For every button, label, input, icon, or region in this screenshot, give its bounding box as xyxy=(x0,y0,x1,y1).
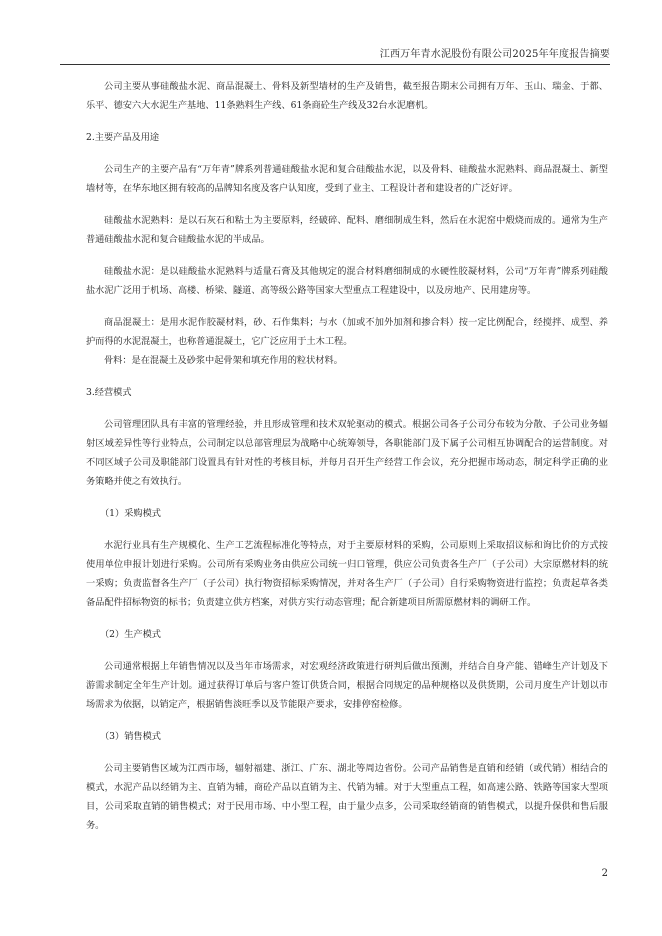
clinker-paragraph: 硅酸盐水泥熟料：是以石灰石和粘土为主要原料，经破碎、配料、磨细制成生料，然后在水泥窑中煅烧而成的。通常为生产普通硅酸盐水泥和复合硅酸盐水泥的半成品。 xyxy=(86,215,608,245)
report-title: 江西万年青水泥股份有限公司2025年年度报告摘要 xyxy=(379,49,610,60)
subheading-procurement: （1）采购模式 xyxy=(100,508,161,519)
section-heading-business-model: 3.经营模式 xyxy=(86,387,132,398)
cement-paragraph: 硅酸盐水泥：是以硅酸盐水泥熟料与适量石膏及其他规定的混合材料磨细制成的水硬性胶凝材料，公司“万年青”牌系列硅酸盐水泥广泛用于机场、高楼、桥梁、隧道、高等级公路等国家大型重点工程建设中，以及房地产、民用建房等。 xyxy=(86,266,608,296)
document-body xyxy=(86,77,608,835)
page-number: 2 xyxy=(601,868,608,879)
section-heading-products: 2.主要产品及用途 xyxy=(86,132,160,143)
subheading-sales: （3）销售模式 xyxy=(100,731,161,742)
aggregate-paragraph: 骨料：是在混凝土及砂浆中起骨架和填充作用的粒状材料。 xyxy=(104,355,343,366)
sales-paragraph: 公司主要销售区域为江西市场，辐射福建、浙江、广东、湖北等周边省份。公司产品销售是直销和经销（或代销）相结合的模式，水泥产品以经销为主、直销为辅，商砼产品以直销为主、代销为辅。对于大型重点工程，如高速公路、铁路等国家大型项目，公司采取直销的销售模式；对于民用市场、中小型工程，由于量少点多，公司采取经销商的销售模式，以提升保供和售后服务。 xyxy=(86,763,608,831)
procurement-paragraph: 水泥行业具有生产规模化、生产工艺流程标准化等特点，对于主要原材料的采购，公司原则上采取招议标和询比价的方式按使用单位申报计划进行采购。公司所有采购业务由供应公司统一归口管理，供应公司负责各生产厂（子公司）大宗原燃材料的统一采购；负责监督各生产厂（子公司）执行物资招标采购情况，并对各生产厂（子公司）自行采购物资进行监控；负责起草各类备品配件招标物资的标书；负责建立供方档案，对供方实行动态管理；配合新建项目所需原燃材料的调研工作。 xyxy=(86,540,608,608)
subheading-production: （2）生产模式 xyxy=(100,629,161,640)
page-header xyxy=(60,0,610,65)
production-paragraph: 公司通常根据上年销售情况以及当年市场需求，对宏观经济政策进行研判后做出预测，并结合自身产能、错峰生产计划及下游需求制定全年生产计划。通过获得订单后与客户签订供货合同，根据合同规定的品种规格以及供货期，公司月度生产计划以市场需求为依据，以销定产，根据销售淡旺季以及节能限产要求，安排停窑检修。 xyxy=(86,661,608,710)
products-overview-paragraph: 公司生产的主要产品有“万年青”牌系列普通硅酸盐水泥和复合硅酸盐水泥，以及骨料、硅酸盐水泥熟料、商品混凝土、新型墙材等，在华东地区拥有较高的品牌知名度及客户认知度，受到了业主、工程设计者和建设者的广泛好评。 xyxy=(86,164,608,194)
concrete-paragraph: 商品混凝土：是用水泥作胶凝材料，砂、石作集料；与水（加或不加外加剂和掺合料）按一定比例配合，经搅拌、成型、养护而得的水泥混凝土，也称普通混凝土，它广泛应用于土木工程。 xyxy=(86,317,608,347)
intro-paragraph: 公司主要从事硅酸盐水泥、商品混凝土、骨料及新型墙材的生产及销售，截至报告期末公司拥有万年、玉山、瑞金、于都、乐平、德安六大水泥生产基地、11条熟料生产线、61条商砼生产线及32台水泥磨机。 xyxy=(86,81,608,111)
management-paragraph: 公司管理团队具有丰富的管理经验，并且形成管理和技术双轮驱动的模式。根据公司各子公司分布较为分散、子公司业务辐射区域差异性等行业特点，公司制定以总部管理层为战略中心统筹领导，各职能部门及下属子公司相互协调配合的运营制度。对不同区域子公司及职能部门设置具有针对性的考核目标，并每月召开生产经营工作会议，充分把握市场动态，制定科学正确的业务策略并使之有效执行。 xyxy=(86,419,608,487)
